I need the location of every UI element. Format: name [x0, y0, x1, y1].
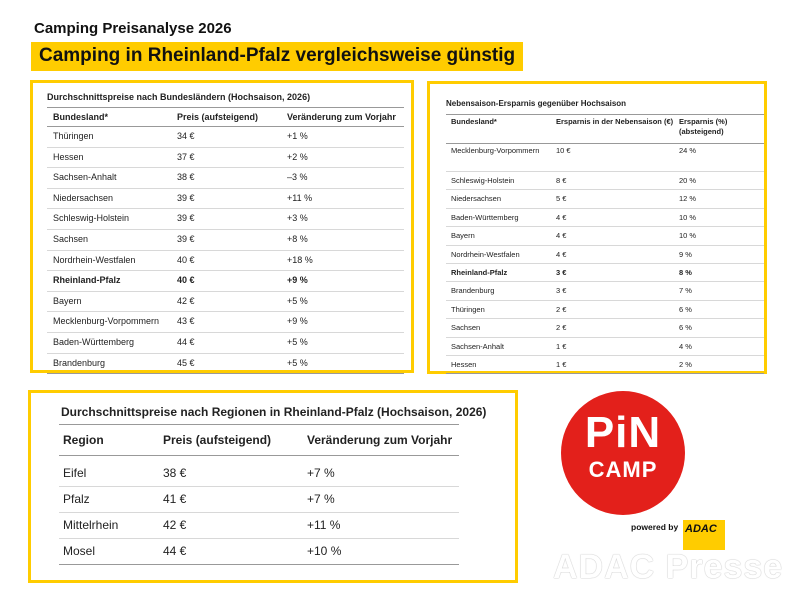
- table-row: [446, 263, 764, 281]
- table-cell: +8 %: [281, 229, 404, 250]
- table-cell: 3 €: [551, 282, 674, 300]
- table-row: [446, 319, 764, 337]
- table-cell: 45 €: [171, 353, 281, 374]
- column-header: Veränderung zum Vorjahr: [303, 425, 459, 456]
- table-cell: Sachsen-Anhalt: [446, 337, 551, 355]
- table-cell: Sachsen: [47, 229, 171, 250]
- table-cell: 3 €: [551, 263, 674, 281]
- table-row: [446, 282, 764, 300]
- table-cell: 4 %: [674, 337, 764, 355]
- table-cell: 12 %: [674, 190, 764, 208]
- table-cell: 20 %: [674, 172, 764, 190]
- table-cell: 37 €: [171, 147, 281, 168]
- column-header: Preis (aufsteigend): [159, 425, 303, 456]
- table-row: [446, 300, 764, 318]
- table-cell: Schleswig-Holstein: [47, 209, 171, 230]
- table-header-row: [59, 425, 459, 456]
- table-cell: +11 %: [281, 188, 404, 209]
- table-cell: Mittelrhein: [59, 513, 159, 539]
- table-cell: Mecklenburg-Vorpommern: [446, 144, 551, 172]
- table-cell: 24 %: [674, 144, 764, 172]
- panel-bundeslaender-prices: [30, 80, 414, 373]
- table-row: [59, 539, 459, 565]
- table-cell: Rheinland-Pfalz: [47, 271, 171, 292]
- headline: Camping in Rheinland-Pfalz vergleichsweise günstig: [31, 42, 523, 71]
- table-cell: 1 €: [551, 337, 674, 355]
- table-cell: 7 %: [674, 282, 764, 300]
- table-cell: Mosel: [59, 539, 159, 565]
- table-cell: +5 %: [281, 332, 404, 353]
- table-cell: Nordrhein-Westfalen: [446, 245, 551, 263]
- savings-table: [446, 114, 764, 374]
- table-cell: Brandenburg: [446, 282, 551, 300]
- adac-logo: [683, 520, 725, 550]
- table-cell: 2 %: [674, 355, 764, 373]
- table-row: [47, 312, 404, 333]
- table-cell: Mecklenburg-Vorpommern: [47, 312, 171, 333]
- table-cell: Schleswig-Holstein: [446, 172, 551, 190]
- table-header-row: [47, 108, 404, 127]
- panel-nebensaison-savings: [427, 81, 767, 374]
- table-row: [59, 456, 459, 487]
- table-cell: 6 %: [674, 319, 764, 337]
- panel-regionen-prices: [28, 390, 518, 583]
- table-cell: 38 €: [159, 456, 303, 487]
- table-cell: 8 %: [674, 263, 764, 281]
- panel-title: Durchschnittspreise nach Bundesländern (Hochsaison, 2026): [47, 92, 311, 102]
- table-row: [47, 147, 404, 168]
- table-row: [446, 227, 764, 245]
- table-cell: Nordrhein-Westfalen: [47, 250, 171, 271]
- table-cell: Brandenburg: [47, 353, 171, 374]
- table-cell: 4 €: [551, 208, 674, 226]
- table-cell: +10 %: [303, 539, 459, 565]
- table-cell: Sachsen-Anhalt: [47, 168, 171, 189]
- table-cell: –3 %: [281, 168, 404, 189]
- table-row: [446, 172, 764, 190]
- table-row: [47, 229, 404, 250]
- table-cell: Baden-Württemberg: [446, 208, 551, 226]
- table-cell: 8 €: [551, 172, 674, 190]
- table-row: [446, 144, 764, 172]
- adac-logo-text: ADAC: [685, 523, 717, 535]
- table-cell: Niedersachsen: [47, 188, 171, 209]
- panel-title: Durchschnittspreise nach Regionen in Rheinland-Pfalz (Hochsaison, 2026): [61, 405, 487, 419]
- table-row: [446, 208, 764, 226]
- table-cell: +1 %: [281, 127, 404, 148]
- powered-by-label: powered by: [631, 522, 679, 532]
- table-row: [59, 487, 459, 513]
- table-cell: 38 €: [171, 168, 281, 189]
- table-row: [47, 291, 404, 312]
- pincamp-logo: [561, 391, 685, 515]
- table-cell: 4 €: [551, 245, 674, 263]
- table-row: [59, 513, 459, 539]
- table-row: [47, 209, 404, 230]
- table-cell: 6 %: [674, 300, 764, 318]
- logo-pin-text: PiN: [584, 408, 662, 457]
- column-header: Region: [59, 425, 159, 456]
- regions-table: [59, 424, 459, 565]
- table-cell: 39 €: [171, 188, 281, 209]
- table-cell: Sachsen: [446, 319, 551, 337]
- table-cell: 1 €: [551, 355, 674, 373]
- table-row: [446, 337, 764, 355]
- table-row: [47, 188, 404, 209]
- logo-camp-text: CAMP: [588, 457, 658, 482]
- table-row: [47, 353, 404, 374]
- table-cell: Hessen: [47, 147, 171, 168]
- table-cell: 40 €: [171, 271, 281, 292]
- table-cell: 42 €: [159, 513, 303, 539]
- column-header: Preis (aufsteigend): [171, 108, 281, 127]
- column-header: Veränderung zum Vorjahr: [281, 108, 404, 127]
- table-cell: Thüringen: [47, 127, 171, 148]
- table-cell: +7 %: [303, 487, 459, 513]
- table-cell: Rheinland-Pfalz: [446, 263, 551, 281]
- table-cell: 42 €: [171, 291, 281, 312]
- table-cell: 10 %: [674, 208, 764, 226]
- column-header: Ersparnis in der Nebensaison (€): [551, 115, 674, 144]
- table-row: [446, 190, 764, 208]
- table-cell: +5 %: [281, 353, 404, 374]
- table-cell: 2 €: [551, 300, 674, 318]
- table-cell: +7 %: [303, 456, 459, 487]
- table-cell: 10 €: [551, 144, 674, 172]
- table-cell: Baden-Württemberg: [47, 332, 171, 353]
- table-cell: 5 €: [551, 190, 674, 208]
- table-cell: 39 €: [171, 209, 281, 230]
- table-cell: +9 %: [281, 312, 404, 333]
- table-cell: 2 €: [551, 319, 674, 337]
- table-cell: +2 %: [281, 147, 404, 168]
- table-cell: 9 %: [674, 245, 764, 263]
- column-header: Bundesland*: [47, 108, 171, 127]
- table-cell: 44 €: [159, 539, 303, 565]
- table-row: [47, 332, 404, 353]
- prices-table: [47, 107, 404, 374]
- table-cell: 4 €: [551, 227, 674, 245]
- table-cell: +5 %: [281, 291, 404, 312]
- table-cell: 40 €: [171, 250, 281, 271]
- table-row: [47, 168, 404, 189]
- table-row: [446, 245, 764, 263]
- table-row: [47, 250, 404, 271]
- table-cell: 44 €: [171, 332, 281, 353]
- panel-title: Nebensaison-Ersparnis gegenüber Hochsaison: [446, 99, 627, 108]
- table-cell: Eifel: [59, 456, 159, 487]
- table-cell: 10 %: [674, 227, 764, 245]
- table-cell: Bayern: [446, 227, 551, 245]
- column-header: Ersparnis (%) (absteigend): [674, 115, 764, 144]
- watermark: ADAC Presse: [553, 548, 784, 586]
- column-header: Bundesland*: [446, 115, 551, 144]
- table-cell: Pfalz: [59, 487, 159, 513]
- table-row: [446, 355, 764, 373]
- table-row: [47, 127, 404, 148]
- table-cell: Thüringen: [446, 300, 551, 318]
- table-cell: 41 €: [159, 487, 303, 513]
- table-row: [47, 271, 404, 292]
- table-cell: +3 %: [281, 209, 404, 230]
- supertitle: Camping Preisanalyse 2026: [34, 20, 232, 37]
- table-cell: Niedersachsen: [446, 190, 551, 208]
- table-cell: +11 %: [303, 513, 459, 539]
- table-cell: 39 €: [171, 229, 281, 250]
- table-cell: Hessen: [446, 355, 551, 373]
- table-cell: +9 %: [281, 271, 404, 292]
- table-cell: 43 €: [171, 312, 281, 333]
- table-cell: Bayern: [47, 291, 171, 312]
- table-cell: 34 €: [171, 127, 281, 148]
- table-header-row: [446, 115, 764, 144]
- table-cell: +18 %: [281, 250, 404, 271]
